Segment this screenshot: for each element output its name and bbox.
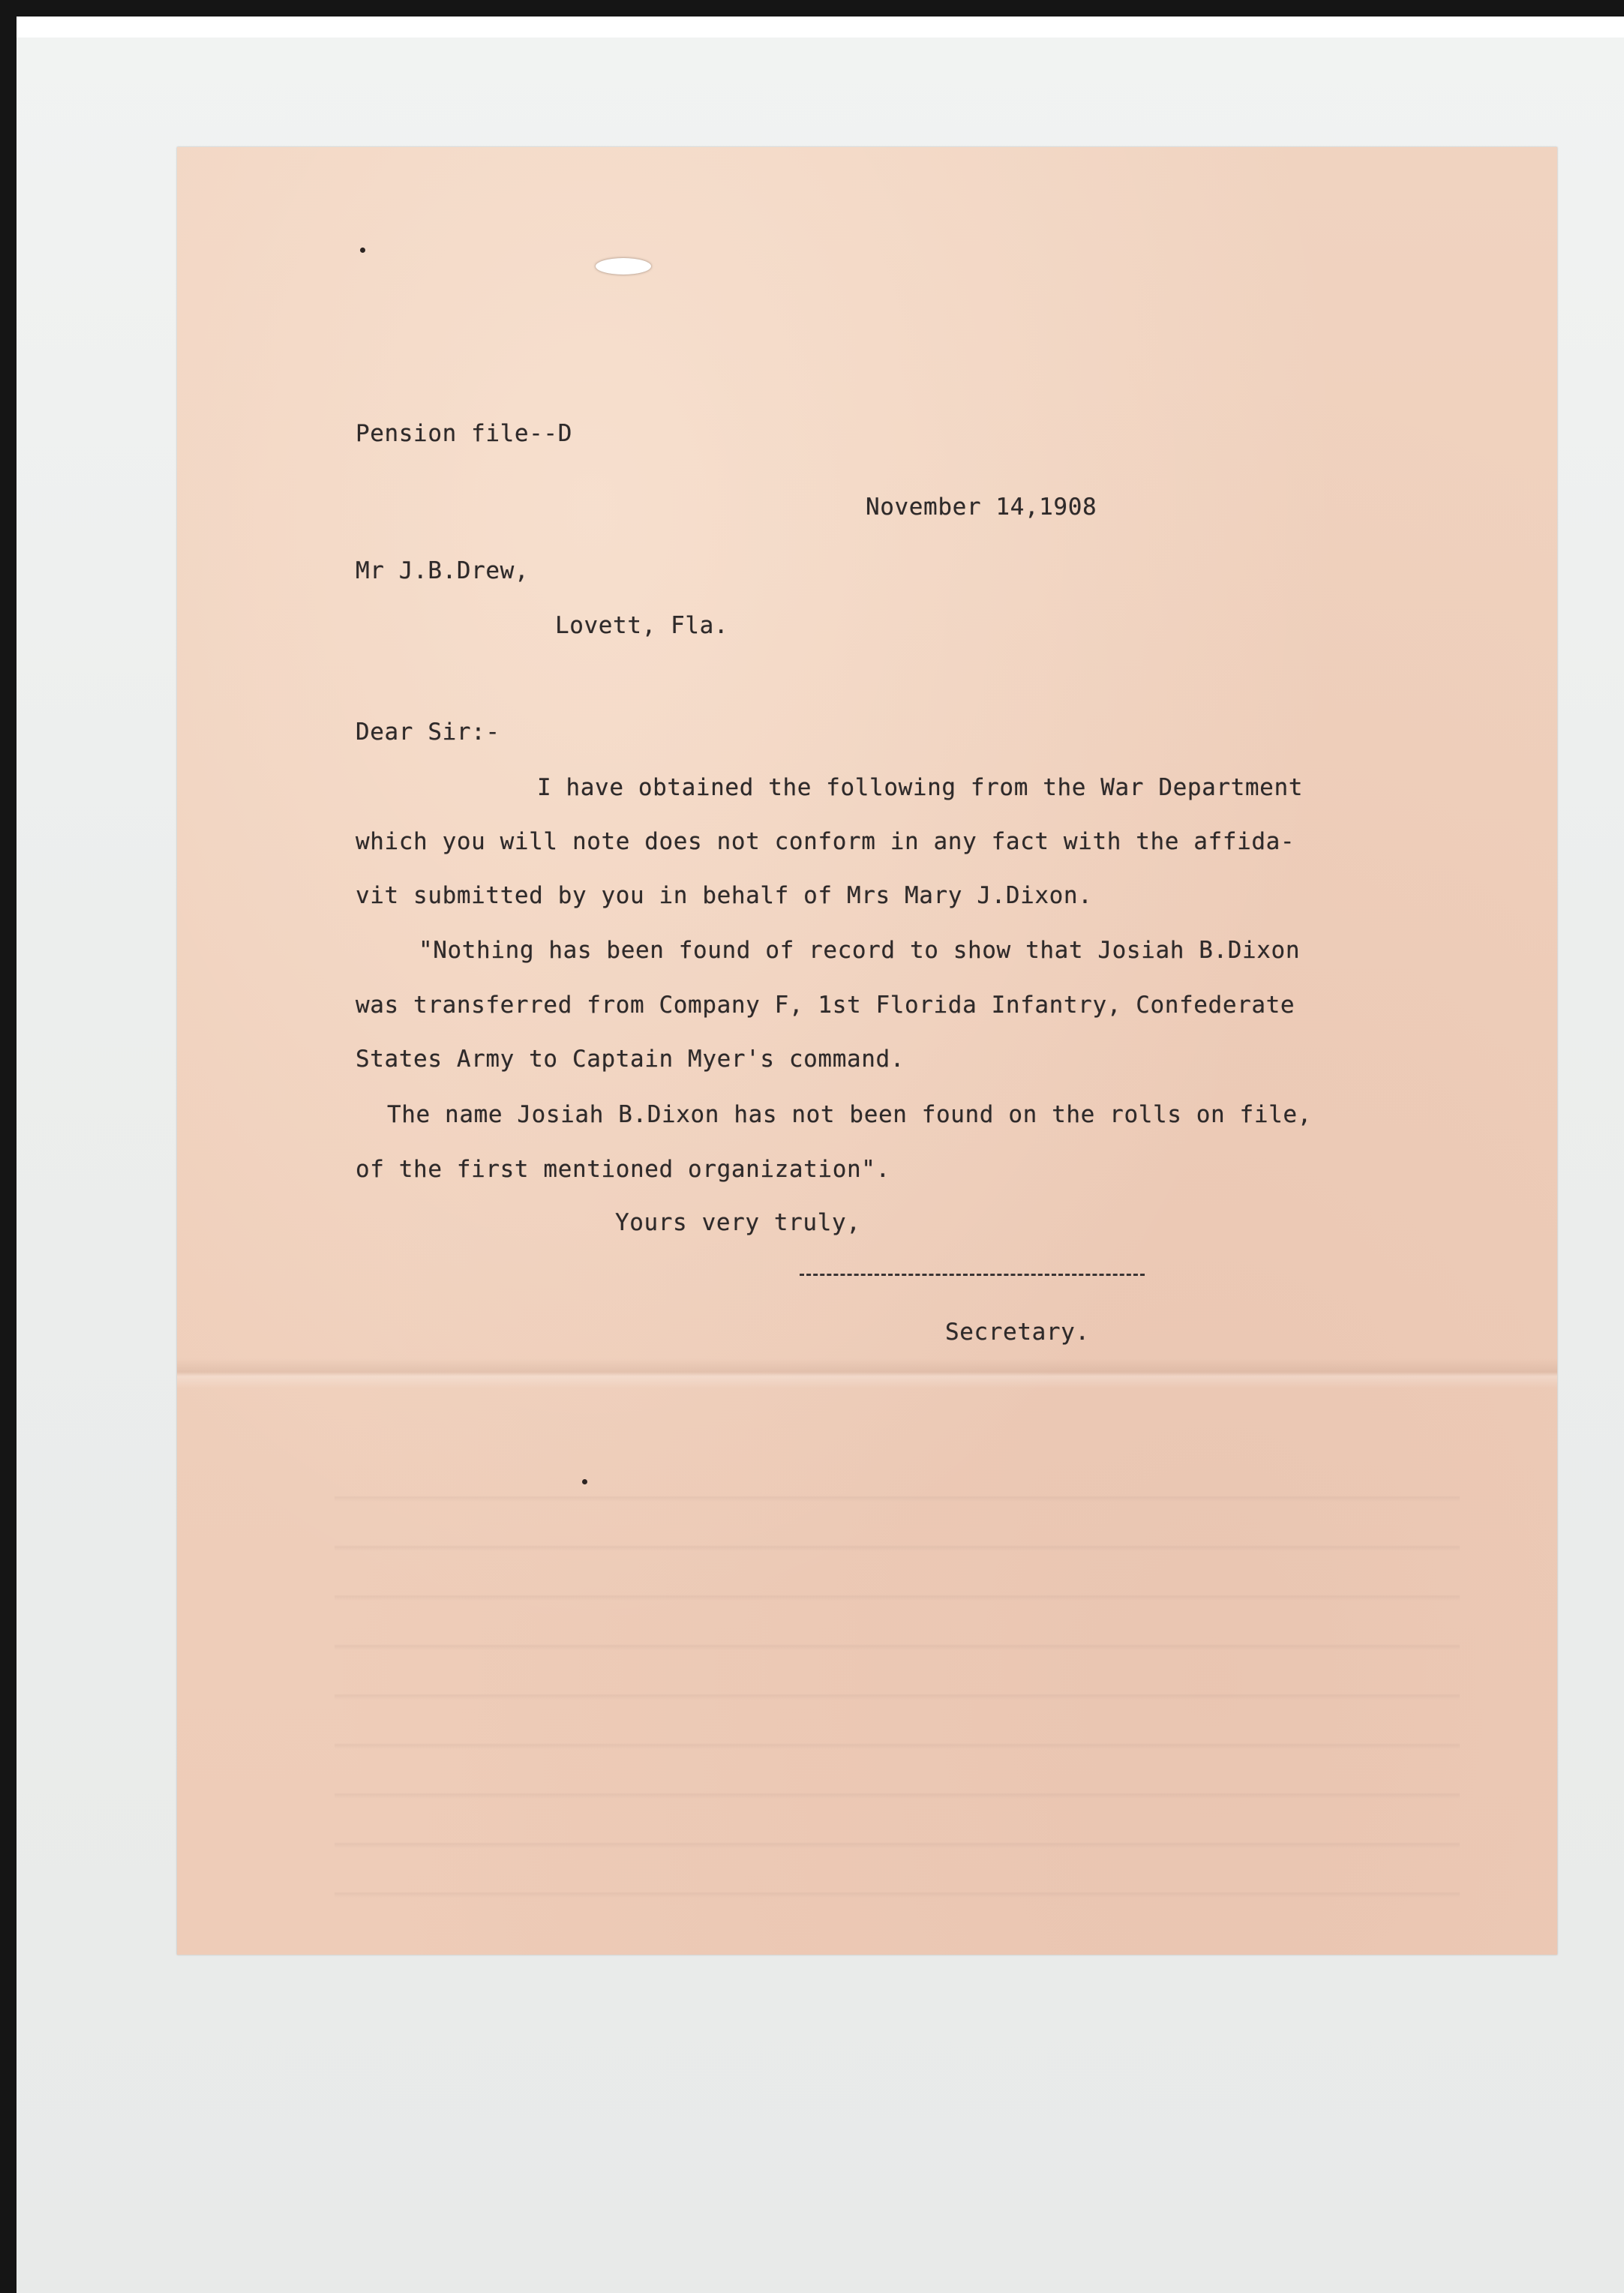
file-reference: Pension file--D — [356, 420, 572, 447]
recipient-location: Lovett, Fla. — [555, 612, 729, 639]
recipient-name: Mr J.B.Drew, — [356, 557, 530, 584]
signature-line — [800, 1274, 1145, 1276]
ink-speck — [582, 1479, 587, 1484]
signature-title: Secretary. — [945, 1319, 1090, 1346]
body-line: was transferred from Company F, 1st Florida Infantry, Confederate — [356, 992, 1295, 1019]
scan-border-left — [0, 0, 17, 2293]
letter-page — [177, 147, 1557, 1955]
closing: Yours very truly, — [615, 1209, 861, 1236]
body-line: which you will note does not conform in any fact with the affida- — [356, 828, 1295, 855]
body-line: "Nothing has been found of record to show that Josiah B.Dixon — [419, 937, 1301, 964]
paper-fold — [177, 1358, 1557, 1388]
body-line: vit submitted by you in behalf of Mrs Mary J.Dixon. — [356, 882, 1093, 909]
body-line: I have obtained the following from the War Department — [537, 774, 1303, 801]
scan-border-top — [0, 0, 1624, 17]
body-line: States Army to Captain Myer's command. — [356, 1046, 905, 1073]
body-line: of the first mentioned organization". — [356, 1156, 890, 1183]
bleed-through-area — [335, 1452, 1460, 1917]
punch-hole — [596, 258, 651, 275]
body-line: The name Josiah B.Dixon has not been found on the rolls on file, — [387, 1101, 1312, 1128]
letter-date: November 14,1908 — [866, 494, 1097, 521]
ink-speck — [360, 248, 365, 253]
salutation: Dear Sir:- — [356, 719, 500, 746]
